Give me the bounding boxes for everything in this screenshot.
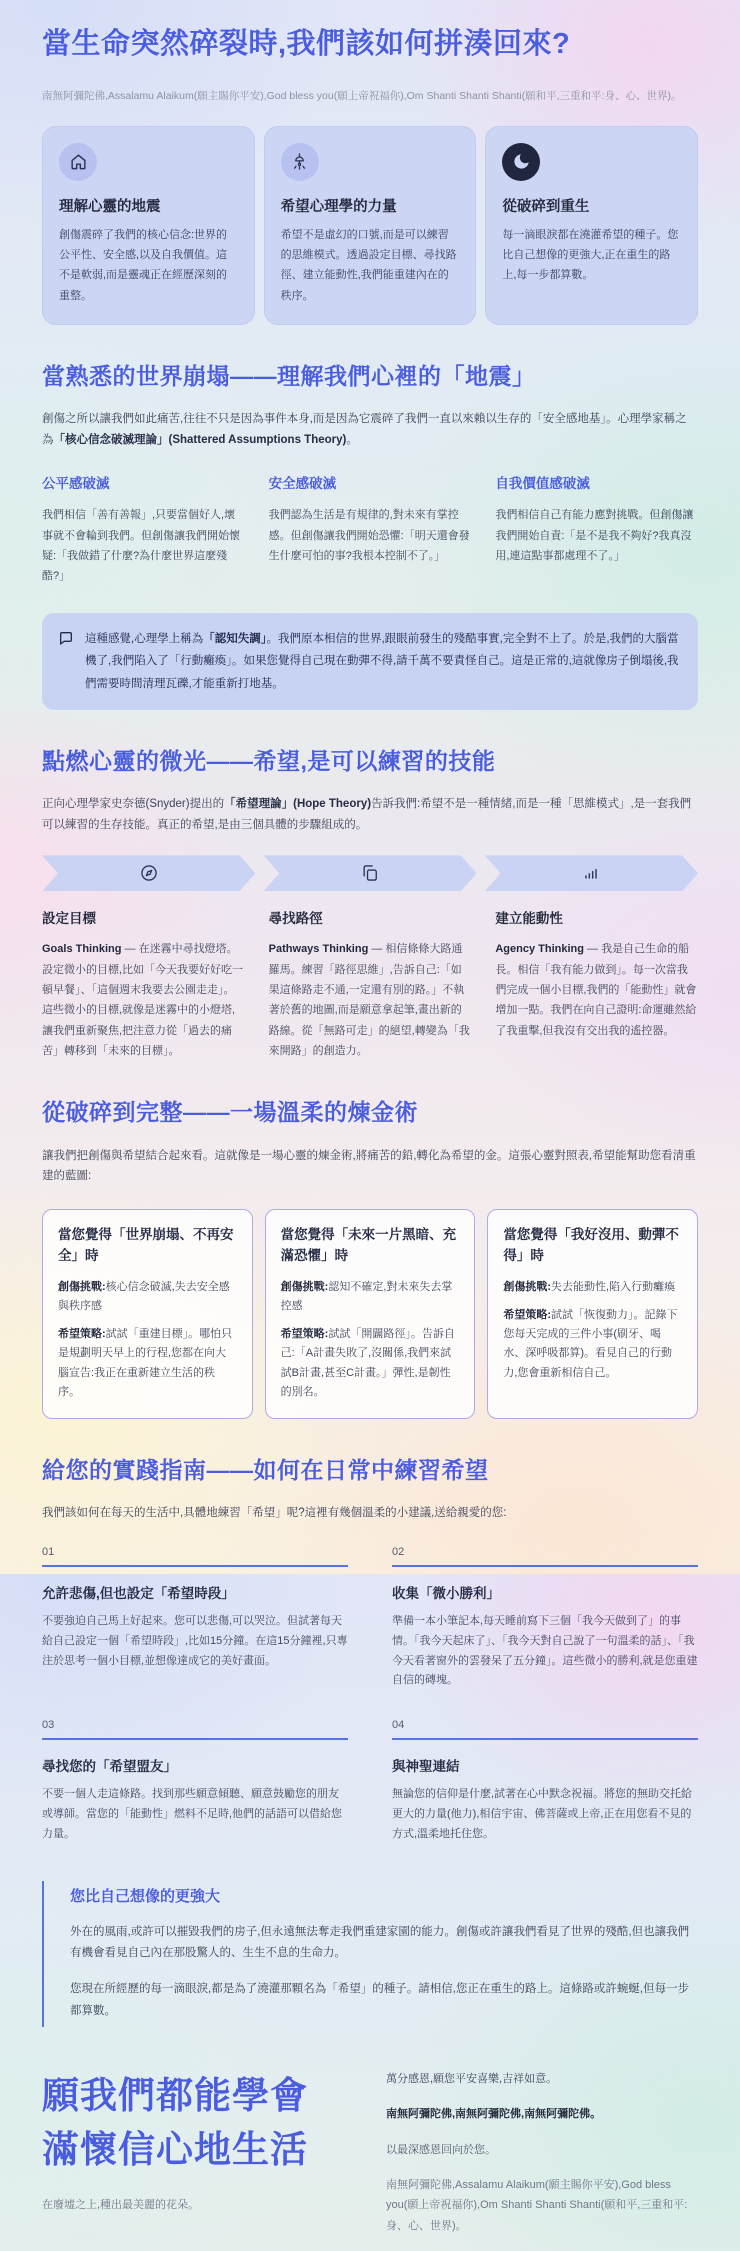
page-title: 當生命突然碎裂時,我們該如何拼湊回來? <box>42 28 571 60</box>
strategy-label: 希望策略: <box>503 1308 552 1321</box>
shatter-column <box>42 472 245 586</box>
intro-text: 告訴我們:希望不是一種情緒,而是一種「思維模式」,是一套我們可以練習的生存技能。真正的希望,是由三個具體的步驟組成的。 <box>42 798 692 831</box>
column-title: 安全感破滅 <box>268 476 337 492</box>
tip-divider <box>392 1565 698 1567</box>
step-body <box>269 939 472 1061</box>
step-title: 尋找路徑 <box>268 911 323 927</box>
challenge-row <box>503 1278 682 1297</box>
step-lead: Goals Thinking <box>42 943 122 956</box>
hope-steps <box>42 907 698 1061</box>
alchemy-card <box>487 1209 698 1419</box>
challenge-row <box>281 1278 460 1317</box>
challenge-label: 創傷挑戰: <box>280 1280 329 1293</box>
shatter-column <box>269 472 472 586</box>
closing-title-line: 願我們都能學會 <box>42 2074 308 2116</box>
tip-body: 無論您的信仰是什麼,試著在心中默念祝福。將您的無助交托給更大的力量(他力),相信宇宙、佛菩薩或上帝,正在用您看不見的方式,溫柔地托住您。 <box>392 1788 693 1840</box>
strategy-text: 試試「開闢路徑」。告訴自己:「A計畫失敗了,沒關係,我們來試試B計畫,甚至C計畫。」彈性,是韌性的別名。 <box>280 1328 455 1398</box>
summary-card <box>264 126 477 325</box>
step-text: — 在迷霧中尋找燈塔。設定微小的目標,比如「今天我要好好吃一頓早餐」、「這個週末我要去公園走走」。這些微小的目標,就像是迷霧中的小燈塔,讓我們重新聚焦,把注意力從「過去的痛苦」轉移到「未來的目標」。 <box>42 943 244 1058</box>
alchemy-card <box>265 1209 476 1419</box>
step-lead: Pathways Thinking <box>268 943 369 956</box>
crescent-moon-icon <box>502 143 540 181</box>
tip-title: 尋找您的「希望盟友」 <box>42 1759 177 1775</box>
blessing-line: 以最深感恩回向於您。 <box>386 2143 496 2156</box>
intro-text: 創傷之所以讓我們如此痛苦,往往不只是因為事件本身,而是因為它震碎了我們一直以來賴以生存的「安全感地基」。心理學家稱之為 <box>42 412 687 446</box>
card-body: 每一滴眼淚都在澆灌希望的種子。您比自己想像的更強大,正在重生的路上,每一步都算數。 <box>502 228 679 282</box>
hope-step <box>42 907 245 1061</box>
section-heading-shatter: 當熟悉的世界崩塌——理解我們心裡的「地震」 <box>42 362 536 389</box>
alchemy-card <box>42 1209 253 1419</box>
bar-chart-icon <box>581 863 601 883</box>
intro-text: 。 <box>346 433 358 446</box>
strategy-label: 希望策略: <box>58 1328 106 1341</box>
cognitive-dissonance-callout <box>42 613 698 710</box>
strategy-label: 希望策略: <box>280 1328 329 1341</box>
shatter-columns <box>42 472 698 586</box>
section-intro: 讓我們把創傷與希望結合起來看。這就像是一場心靈的煉金術,將痛苦的鉛,轉化為希望的金。這張心靈對照表,希望能幫助您看清重建的藍圖: <box>42 1149 696 1183</box>
tip-body: 不要強迫自己馬上好起來。您可以悲傷,可以哭泣。但試著每天給自己設定一個「希望時段」,比如15分鐘。在這15分鐘裡,只專注於思考一個小目標,並想像達成它的美好畫面。 <box>42 1614 348 1667</box>
greeting-line: 南無阿彌陀佛,Assalamu Alaikum(願主賜你平安),God bless you(願上帝祝福你),Om Shanti Shanti Shanti(願和平,三重和平:身、心、世界)。 <box>42 89 682 102</box>
tip-item <box>392 1546 698 1691</box>
tip-divider <box>42 1565 348 1567</box>
tip-divider <box>392 1738 698 1740</box>
tip-title: 允許悲傷,但也設定「希望時段」 <box>42 1585 235 1601</box>
closing-title-line: 滿懷信心地生活 <box>42 2128 308 2170</box>
tip-title: 與神聖連結 <box>392 1759 460 1775</box>
alchemy-card-title: 當您覺得「我好沒用、動彈不得」時 <box>503 1226 679 1263</box>
challenge-text: 核心信念破滅,失去安全感與秩序感 <box>58 1280 230 1312</box>
intro-bold-text: 「核心信念破滅理論」(Shattered Assumptions Theory) <box>53 433 347 446</box>
lamp-icon <box>281 143 319 181</box>
hope-step <box>495 907 698 1061</box>
section-heading-hope: 點燃心靈的微光——希望,是可以練習的技能 <box>42 747 496 774</box>
tip-divider <box>42 1738 348 1740</box>
callout-pre: 這種感覺,心理學上稱為 <box>85 632 204 645</box>
step-arrow <box>485 855 698 891</box>
strategy-row <box>281 1325 460 1402</box>
alchemy-cards <box>42 1209 698 1419</box>
hope-steps-arrows <box>42 855 698 891</box>
tip-item <box>42 1719 348 1844</box>
callout-post: 。我們原本相信的世界,跟眼前發生的殘酷事實,完全對不上了。於是,我們的大腦當機了,我們陷入了「行動癱瘓」。如果您覺得自己現在動彈不得,請千萬不要責怪自己。這是正常的,這就像房子倒塌後,我們需要時間清理瓦礫,才能重新打地基。 <box>85 632 679 690</box>
step-arrow <box>263 855 476 891</box>
summary-cards <box>42 126 698 325</box>
blessing-line: 南無阿彌陀佛,Assalamu Alaikum(願主賜你平安),God bless you(願上帝祝福你),Om Shanti Shanti Shanti(願和平,三重和平:身、心、世界)。 <box>386 2178 688 2232</box>
challenge-text: 認知不確定,對未來失去掌控感 <box>280 1280 453 1312</box>
tip-number: 01 <box>42 1545 55 1558</box>
strategy-row <box>503 1306 682 1383</box>
section-heading-guide: 給您的實踐指南——如何在日常中練習希望 <box>42 1457 489 1484</box>
section-heading-alchemy: 從破碎到完整——一場溫柔的煉金術 <box>42 1099 418 1126</box>
tip-number: 03 <box>42 1719 55 1732</box>
section-intro: 我們該如何在每天的生活中,具體地練習「希望」呢?這裡有幾個溫柔的小建議,送給親愛的您: <box>42 1507 507 1520</box>
challenge-row <box>58 1278 237 1317</box>
blessing-line: 萬分感恩,願您平安喜樂,吉祥如意。 <box>386 2072 558 2085</box>
intro-text: 正向心理學家史奈德(Snyder)提出的 <box>42 798 225 811</box>
tip-number: 04 <box>392 1719 405 1732</box>
column-title: 公平感破滅 <box>42 476 110 492</box>
step-lead: Agency Thinking <box>495 943 584 956</box>
closing-caption: 在廢墟之上,種出最美麗的花朵。 <box>42 2199 200 2212</box>
alchemy-card-title: 當您覺得「世界崩塌、不再安全」時 <box>58 1226 234 1263</box>
tip-body: 準備一本小筆記本,每天睡前寫下三個「我今天做到了」的事情。「我今天起床了」、「我今天對自己說了一句溫柔的話」、「我今天看著窗外的雲發呆了五分鐘」。這些微小的勝利,就是您重建自信的磚塊。 <box>392 1614 698 1687</box>
step-text: — 相信條條大路通羅馬。練習「路徑思維」,告訴自己:「如果這條路走不通,一定還有別的路。」不執著於舊的地圖,而是願意拿起筆,畫出新的路線。從「無路可走」的絕望,轉變為「我來開路」的創造力。 <box>268 943 470 1058</box>
column-title: 自我價值感破滅 <box>495 476 590 492</box>
section-intro <box>42 409 698 450</box>
challenge-text: 失去能動性,陷入行動癱瘓 <box>551 1280 676 1293</box>
practice-tips <box>42 1546 698 1845</box>
tip-item <box>392 1719 698 1844</box>
tip-title: 收集「微小勝利」 <box>392 1585 500 1601</box>
strategy-row <box>58 1325 237 1402</box>
highlight-paragraph: 外在的風雨,或許可以摧毀我們的房子,但永遠無法奪走我們重建家園的能力。創傷或許讓我們看見了世界的殘酷,但也讓我們有機會看見自己內在那股驚人的、生生不息的生命力。 <box>70 1925 690 1960</box>
tip-body: 不要一個人走這條路。找到那些願意傾聽、願意鼓勵您的朋友或導師。當您的「能動性」燃料不足時,他們的話語可以借給您力量。 <box>42 1788 343 1840</box>
card-title: 從破碎到重生 <box>502 198 590 215</box>
column-body: 我們認為生活是有規律的,對未來有掌控感。但創傷讓我們開始恐懼:「明天還會發生什麼可怕的事?我根本控制不了。」 <box>268 509 470 563</box>
challenge-label: 創傷挑戰: <box>503 1280 552 1293</box>
step-title: 設定目標 <box>42 911 96 927</box>
message-square-icon <box>58 628 74 695</box>
callout-bold: 「認知失調」 <box>203 632 267 645</box>
closing-title <box>42 2069 342 2176</box>
column-body: 我們相信「善有善報」,只要當個好人,壞事就不會輪到我們。但創傷讓我們開始懷疑:「我做錯了什麼?為什麼世界這麼殘酷?」 <box>42 509 240 583</box>
summary-card <box>42 126 255 325</box>
step-arrow <box>42 855 255 891</box>
compass-icon <box>139 863 159 883</box>
summary-card <box>485 126 698 325</box>
strategy-text: 試試「重建目標」。哪怕只是規劃明天早上的行程,您都在向大腦宣告:我正在重新建立生活的秩序。 <box>58 1328 233 1398</box>
card-title: 理解心靈的地震 <box>59 198 161 215</box>
highlight-heading: 您比自己想像的更強大 <box>70 1887 221 1905</box>
card-body: 希望不是虛幻的口號,而是可以練習的思維模式。透過設定目標、尋找路徑、建立能動性,我們能重建內在的秩序。 <box>280 228 457 302</box>
closing-section <box>42 2069 698 2251</box>
hope-step <box>269 907 472 1061</box>
blessing-line: 南無阿彌陀佛,南無阿彌陀佛,南無阿彌陀佛。 <box>386 2108 602 2121</box>
shatter-column <box>495 472 698 586</box>
step-title: 建立能動性 <box>495 911 563 927</box>
closing-left <box>42 2069 342 2251</box>
copy-icon <box>360 863 380 883</box>
tip-item <box>42 1546 348 1691</box>
strategy-text: 試試「恢復動力」。記錄下您每天完成的三件小事(刷牙、喝水、深呼吸都算)。看見自己的行動力,您會重新相信自己。 <box>503 1308 678 1379</box>
closing-blessings <box>386 2069 698 2251</box>
tip-number: 02 <box>392 1545 405 1558</box>
section-intro <box>42 794 698 835</box>
alchemy-card-title: 當您覺得「未來一片黑暗、充滿恐懼」時 <box>280 1226 457 1263</box>
card-body: 創傷震碎了我們的核心信念:世界的公平性、安全感,以及自我價值。這不是軟弱,而是靈魂正在經歷深刻的重整。 <box>59 228 228 302</box>
step-body <box>495 939 698 1041</box>
callout-text <box>85 628 680 695</box>
house-icon <box>59 143 97 181</box>
strength-highlight <box>42 1881 698 2027</box>
intro-bold-text: 「希望理論」(Hope Theory) <box>224 798 372 811</box>
highlight-paragraph: 您現在所經歷的每一滴眼淚,都是為了澆灌那顆名為「希望」的種子。請相信,您正在重生的路上。這條路或許蜿蜒,但每一步都算數。 <box>70 1983 690 2018</box>
card-title: 希望心理學的力量 <box>280 198 397 215</box>
step-text: — 我是自己生命的船長。相信「我有能力做到」。每一次當我們完成一個小目標,我們的「能動性」就會增加一點。我們在向自己證明:命運雖然給了我重擊,但我沒有交出我的遙控器。 <box>495 943 697 1037</box>
column-body: 我們相信自己有能力應對挑戰。但創傷讓我們開始自責:「是不是我不夠好?我真沒用,連這點事都處理不了。」 <box>495 509 694 563</box>
challenge-label: 創傷挑戰: <box>58 1280 106 1293</box>
step-body <box>42 939 245 1061</box>
